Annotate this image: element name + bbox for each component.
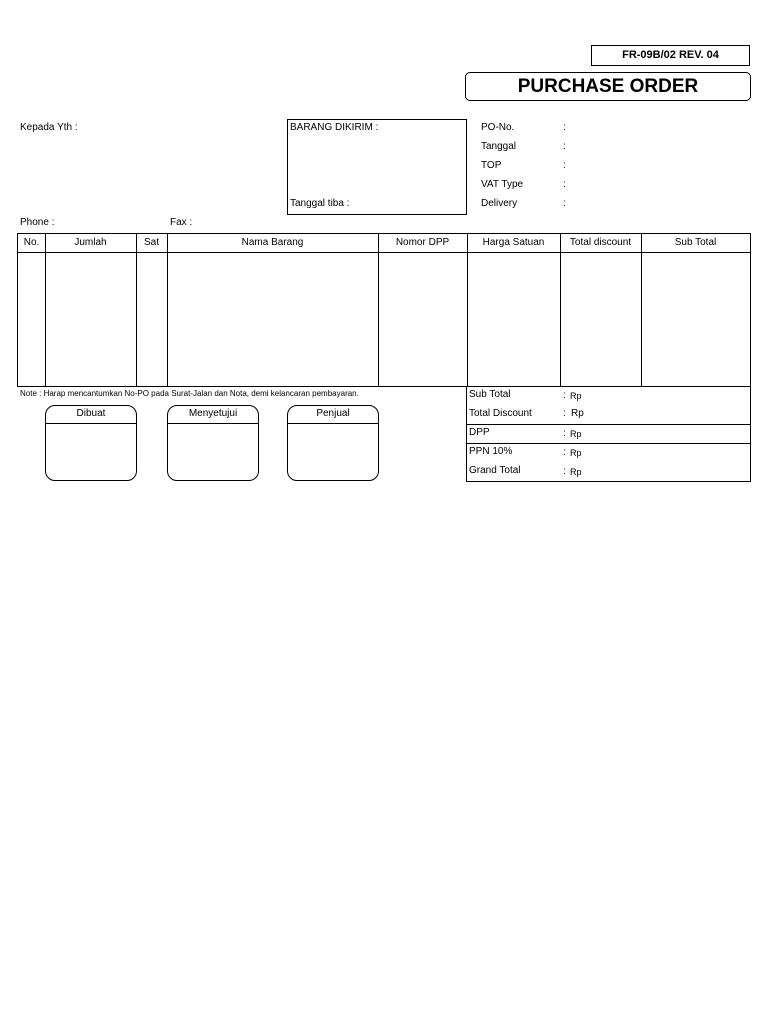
form-code-box: [591, 45, 750, 66]
po-delivery-sep: :: [563, 198, 566, 209]
fax-label: Fax :: [170, 217, 193, 228]
column-header-sat: Sat: [143, 237, 159, 248]
column-header-sub-total: Sub Total: [674, 237, 717, 248]
phone-label: Phone :: [20, 217, 55, 228]
subtotal-sep: :: [563, 390, 566, 401]
recipient-label: Kepada Yth :: [20, 122, 78, 133]
grand-total-sep: :: [563, 466, 566, 477]
ppn-label: PPN 10%: [469, 446, 513, 457]
totals-divider: [467, 443, 750, 444]
col-divider: [167, 234, 168, 386]
po-vat-sep: :: [563, 179, 566, 190]
dpp-currency: Rp: [570, 429, 582, 439]
po-number-sep: :: [563, 122, 566, 133]
signature-label-penjual: Penjual: [316, 408, 350, 419]
col-divider: [378, 234, 379, 386]
po-vat-label: VAT Type: [481, 179, 524, 190]
dpp-sep: :: [563, 428, 566, 439]
title-box: [465, 72, 751, 101]
column-header-harga-satuan: Harga Satuan: [482, 237, 545, 248]
column-header-nomor-dpp: Nomor DPP: [395, 237, 450, 248]
column-header-jumlah: Jumlah: [74, 237, 107, 248]
po-number-label: PO-No.: [481, 122, 515, 133]
total-discount-sep: :: [563, 408, 566, 419]
subtotal-currency: Rp: [570, 391, 582, 401]
ppn-sep: :: [563, 447, 566, 458]
column-header-total-discount: Total discount: [569, 237, 632, 248]
totals-box: [466, 386, 751, 482]
total-discount-currency: Rp: [571, 408, 584, 419]
subtotal-label: Sub Total: [469, 389, 511, 400]
column-header-no: No.: [23, 237, 40, 248]
totals-divider: [467, 424, 750, 425]
page-title: PURCHASE ORDER: [517, 76, 699, 97]
column-header-nama-barang: Nama Barang: [241, 237, 304, 248]
payment-note: Note : Harap mencantumkan No-PO pada Surat-Jalan dan Nota, demi kelancaran pembayaran.: [20, 389, 359, 398]
grand-total-currency: Rp: [570, 467, 582, 477]
po-top-label: TOP: [481, 160, 502, 171]
col-divider: [641, 234, 642, 386]
form-code: FR-09B/02 REV. 04: [622, 49, 719, 61]
signature-box-dibuat: [45, 405, 137, 481]
ppn-currency: Rp: [570, 448, 582, 458]
col-divider: [136, 234, 137, 386]
arrival-date-label: Tanggal tiba :: [290, 198, 350, 209]
shipping-box: [287, 119, 467, 215]
po-top-sep: :: [563, 160, 566, 171]
signature-box-penjual: [287, 405, 379, 481]
col-divider: [560, 234, 561, 386]
total-discount-label: Total Discount: [469, 408, 532, 419]
items-table: [17, 233, 751, 387]
grand-total-label: Grand Total: [469, 465, 521, 476]
signature-label-menyetujui: Menyetujui: [188, 408, 238, 419]
po-delivery-label: Delivery: [481, 198, 518, 209]
po-date-label: Tanggal: [481, 141, 517, 152]
col-divider: [467, 234, 468, 386]
po-date-sep: :: [563, 141, 566, 152]
signature-label-dibuat: Dibuat: [76, 408, 106, 419]
signature-divider: [168, 423, 258, 424]
shipping-label: BARANG DIKIRIM :: [290, 122, 379, 133]
signature-divider: [46, 423, 136, 424]
col-divider: [45, 234, 46, 386]
dpp-label: DPP: [469, 427, 490, 438]
signature-box-menyetujui: [167, 405, 259, 481]
signature-divider: [288, 423, 378, 424]
